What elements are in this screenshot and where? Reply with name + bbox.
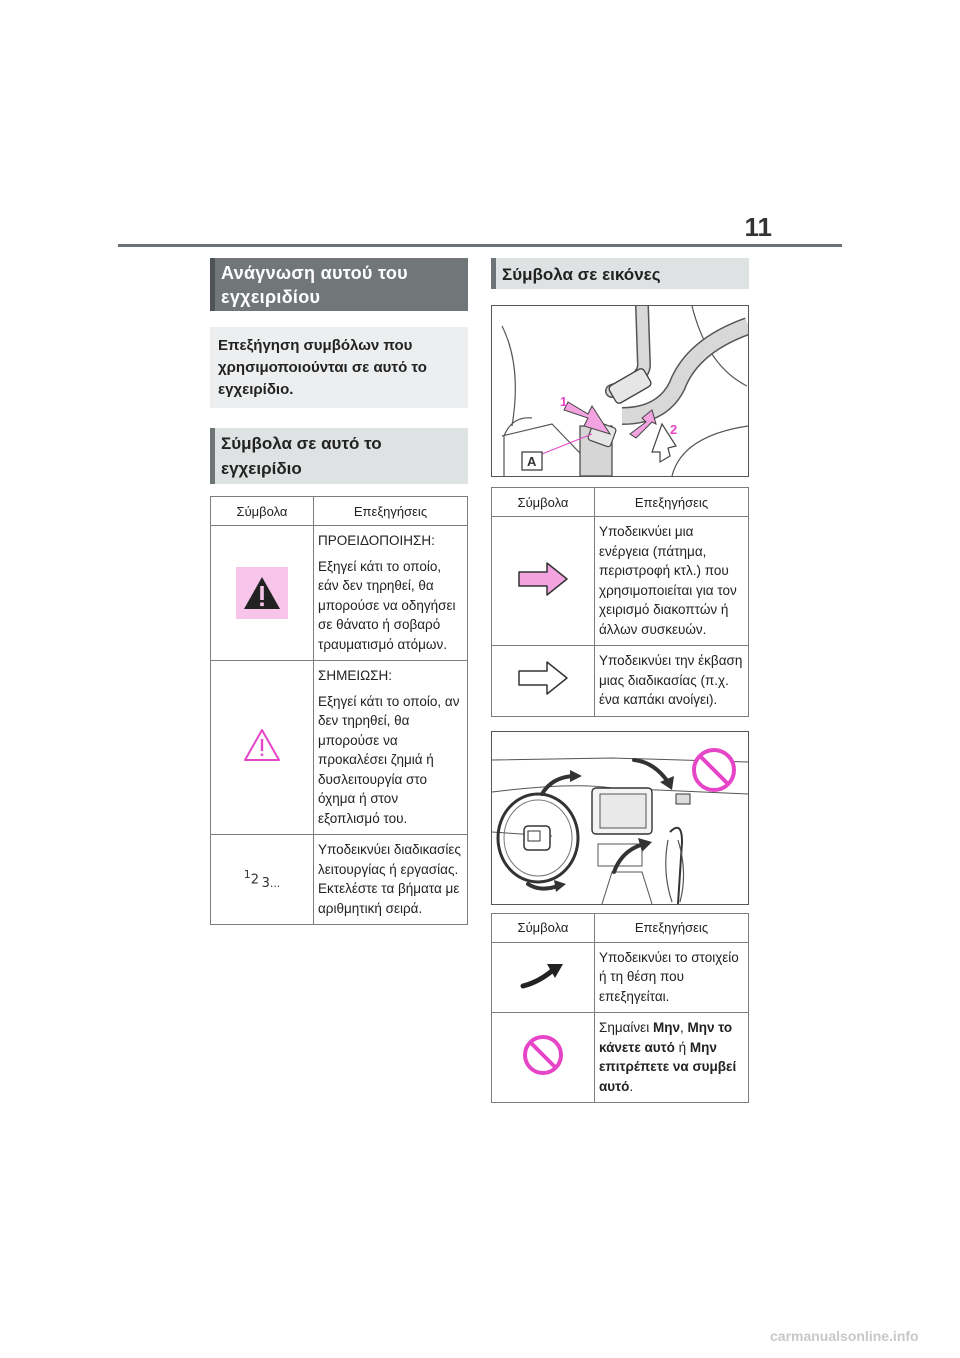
seatbelt-illustration — [491, 305, 749, 477]
section-title-illustrations: Σύμβολα σε εικόνες — [491, 258, 749, 289]
right-column — [491, 258, 749, 1103]
pointer-arrow-text: Υποδεικνύει το στοιχείο ή τη θέση που επεξηγείται. — [599, 949, 739, 1004]
step-numbers-icon: $^1$2 $_{3...}$ — [243, 868, 281, 891]
table-row — [211, 835, 468, 925]
outcome-arrow-outline-icon — [517, 683, 569, 700]
page-number: 11 — [744, 212, 772, 242]
col-symbol-header: Σύμβολα — [211, 497, 314, 526]
notice-label: ΣΗΜΕΙΩΣΗ: — [318, 668, 393, 683]
illustration-symbols-table-1 — [491, 487, 749, 717]
left-column — [210, 258, 468, 925]
col-explanation-header: Επεξηγήσεις — [595, 913, 749, 942]
col-symbol-header: Σύμβολα — [492, 913, 595, 942]
table-row — [492, 646, 749, 717]
table-row — [492, 942, 749, 1013]
illustration-symbols-table-2 — [491, 913, 749, 1104]
col-explanation-header: Επεξηγήσεις — [314, 497, 468, 526]
curved-pointer-arrow-icon — [517, 977, 569, 994]
table-row — [211, 526, 468, 661]
subsection-title: Σύμβολα σε αυτό το εγχειρίδιο — [210, 428, 468, 484]
table-row — [211, 661, 468, 835]
col-explanation-header: Επεξηγήσεις — [595, 488, 749, 517]
action-arrow-text: Υποδεικνύει μια ενέργεια (πάτημα, περιστροφή κτλ.) που χρησιμοποιείται για τον χειρισμό διακοπτών ή άλλων συσκευών. — [599, 524, 737, 637]
callout-a: A — [527, 454, 537, 469]
header-rule — [118, 244, 842, 247]
prohibition-text: Σημαίνει Μην, Μην το κάνετε αυτό ή Μην επιτρέπετε να συμβεί αυτό. — [599, 1020, 737, 1094]
table-row — [492, 1013, 749, 1103]
notice-text: Εξηγεί κάτι το οποίο, αν δεν τηρηθεί, θα μπορούσε να προκαλέσει ζημιά ή δυσλειτουργία στο όχημα ή στον εξοπλισμό του. — [318, 693, 460, 826]
section-title: Ανάγνωση αυτού του εγχειριδίου — [210, 258, 468, 311]
watermark: carmanualsonline.info — [770, 1328, 919, 1344]
intro-text: Επεξήγηση συμβόλων που χρησιμοποιούνται σε αυτό το εγχειρίδιο. — [210, 327, 468, 408]
callout-2: 2 — [670, 422, 678, 437]
action-arrow-filled-icon — [517, 584, 569, 601]
steps-text: Υποδεικνύει διαδικασίες λειτουργίας ή εργασίας. Εκτελέστε τα βήματα με αριθμητική σειρά. — [318, 842, 461, 916]
warning-text: Εξηγεί κάτι το οποίο, εάν δεν τηρηθεί, θα μπορούσε να οδηγήσει σε θάνατο ή σοβαρό τραυματισμό ατόμων. — [318, 558, 456, 652]
warning-triangle-filled-icon — [236, 567, 288, 619]
outcome-arrow-text: Υποδεικνύει την έκβαση μιας διαδικασίας (π.χ. ένα καπάκι ανοίγει). — [599, 653, 743, 707]
prohibition-icon — [521, 1064, 565, 1081]
table-row — [492, 517, 749, 646]
dashboard-illustration — [491, 731, 749, 905]
symbols-table — [210, 496, 468, 925]
callout-1: 1 — [560, 394, 568, 409]
warning-triangle-outline-icon — [242, 750, 282, 767]
col-symbol-header: Σύμβολα — [492, 488, 595, 517]
warning-label: ΠΡΟΕΙΔΟΠΟΙΗΣΗ: — [318, 533, 435, 548]
